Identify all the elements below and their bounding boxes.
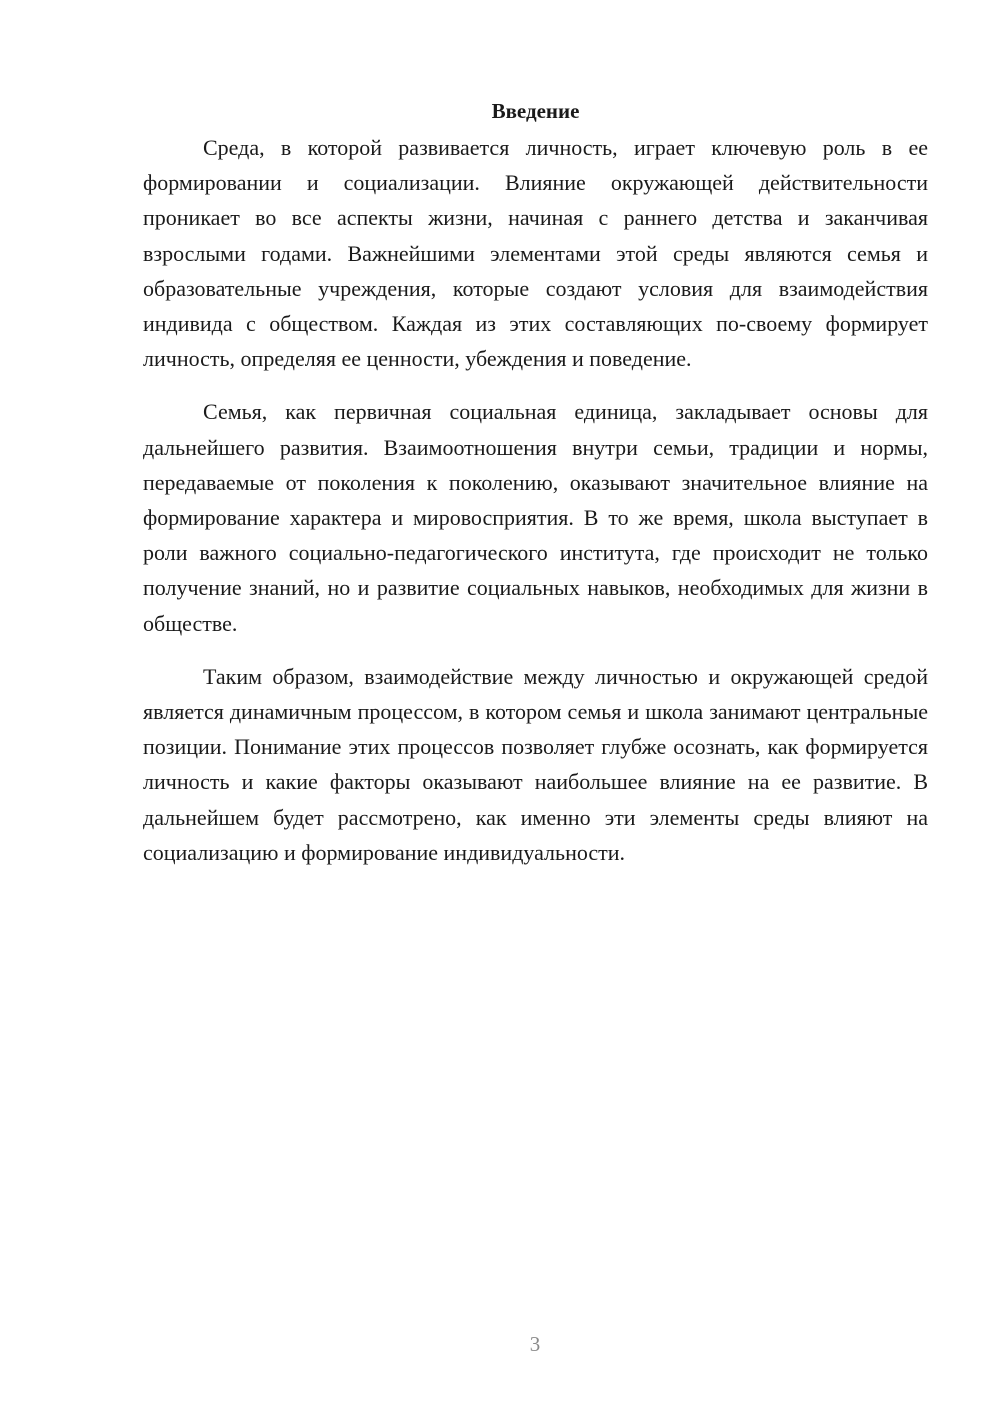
paragraph-1: Среда, в которой развивается личность, играет ключевую роль в ее формировании и социализации. Влияние окружающей действительности проникает во все аспекты жизни, начиная с раннего детства и заканчивая взрослыми годами. Важнейшими элементами этой среды являются семья и образовательные учреждения, которые создают условия для взаимодействия индивида с обществом. Каждая из этих составляющих по-своему формирует личность, определяя ее ценности, убеждения и поведение. [143,135,928,372]
paragraph-2: Семья, как первичная социальная единица, закладывает основы для дальнейшего развития. Взаимоотношения внутри семьи, традиции и нормы, передаваемые от поколения к поколению, оказывают значительное влияние на формирование характера и мировосприятия. В то же время, школа выступает в роли важного социально-педагогического института, где происходит не только получение знаний, но и развитие социальных навыков, необходимых для жизни в обществе. [143,399,928,636]
section-heading: Введение [491,99,580,123]
page-content [143,96,928,870]
page-number: 3 [529,1332,541,1356]
paragraph-3: Таким образом, взаимодействие между личностью и окружающей средой является динамичным процессом, в котором семья и школа занимают центральные позиции. Понимание этих процессов позволяет глубже осознать, как формируется личность и какие факторы оказывают наибольшее влияние на ее развитие. В дальнейшем будет рассмотрено, как именно эти элементы среды влияют на социализацию и формирование индивидуальности. [143,663,928,865]
